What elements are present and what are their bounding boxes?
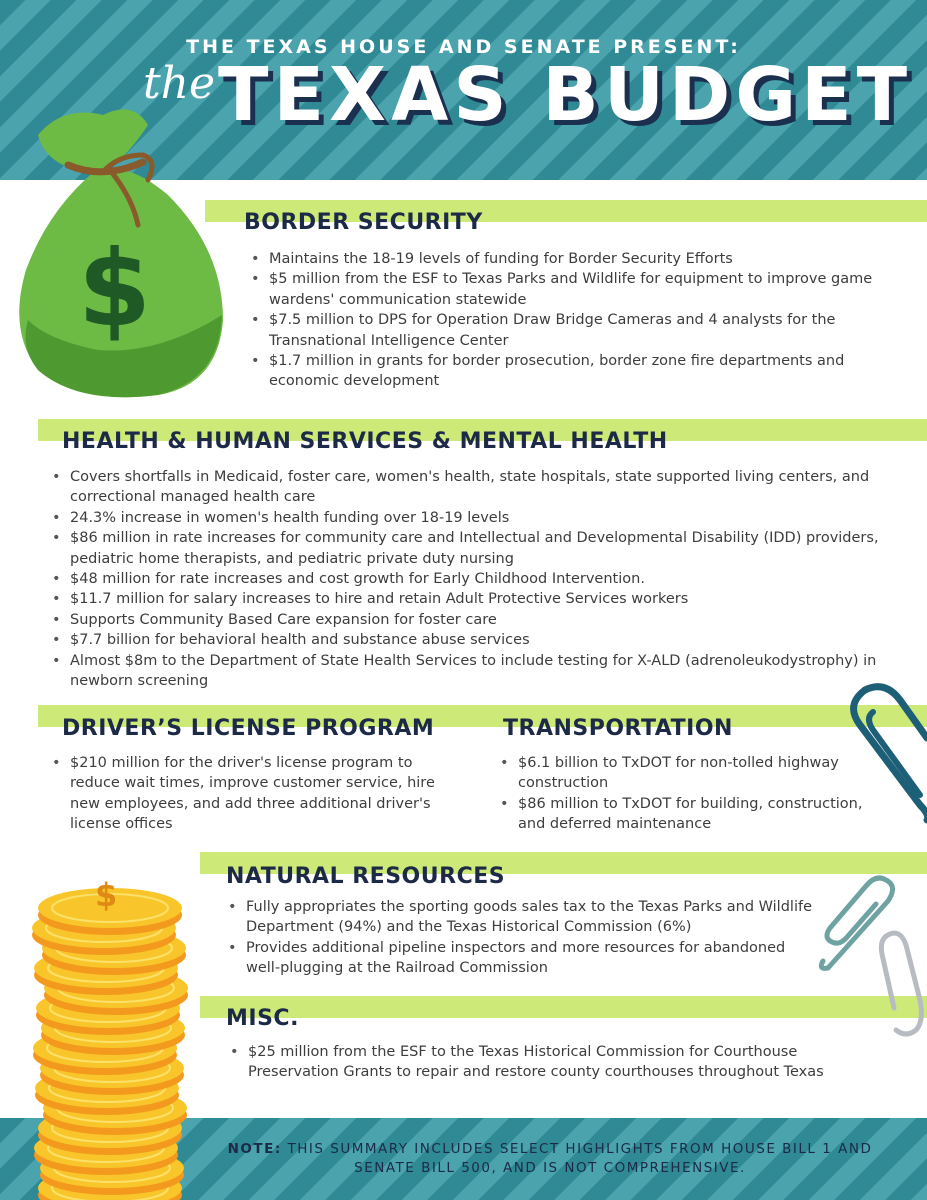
misc-title: MISC. bbox=[226, 1006, 299, 1031]
natural-resources-list bbox=[226, 897, 816, 979]
note-text: THIS SUMMARY INCLUDES SELECT HIGHLIGHTS FROM HOUSE BILL 1 AND SENATE BILL 500, AND IS NOT COMPREHENSIVE. bbox=[281, 1141, 873, 1176]
list-item: • $86 million in rate increases for community care and Intellectual and Developmental Disability (IDD) providers, pediatric home therapists, and pediatric private duty nursing bbox=[50, 528, 900, 569]
header-script-word: the bbox=[143, 58, 216, 109]
coin-dollar-sign: $ bbox=[95, 876, 118, 914]
header-supertitle: THE TEXAS HOUSE AND SENATE PRESENT: bbox=[186, 36, 741, 58]
transportation-title: TRANSPORTATION bbox=[503, 716, 733, 741]
list-item: • $210 million for the driver's license program to reduce wait times, improve customer service, hire new employees, and add three additional driver's license offices bbox=[50, 753, 440, 835]
drivers-license-title: DRIVER’S LICENSE PROGRAM bbox=[62, 716, 435, 741]
list-item: • $7.5 million to DPS for Operation Draw Bridge Cameras and 4 analysts for the Transnational Intelligence Center bbox=[249, 310, 899, 351]
health-list bbox=[50, 467, 900, 691]
misc-bar bbox=[200, 996, 927, 1018]
natural-resources-title: NATURAL RESOURCES bbox=[226, 864, 506, 889]
coins-group bbox=[32, 888, 188, 1200]
list-item: • Maintains the 18-19 levels of funding for Border Security Efforts bbox=[249, 249, 899, 269]
list-item: • Almost $8m to the Department of State Health Services to include testing for X-ALD (adrenoleukodystrophy) in newborn screening bbox=[50, 651, 900, 692]
transportation-list bbox=[498, 753, 878, 835]
coin-stack-icon bbox=[30, 858, 195, 1200]
list-item: • $1.7 million in grants for border prosecution, border zone fire departments and economic development bbox=[249, 351, 899, 392]
list-item: • $5 million from the ESF to Texas Parks and Wildlife for equipment to improve game wardens' communication statewide bbox=[249, 269, 899, 310]
page-title: TEXAS BUDGET bbox=[218, 52, 913, 138]
list-item: • $48 million for rate increases and cost growth for Early Childhood Intervention. bbox=[50, 569, 900, 589]
border-security-title: BORDER SECURITY bbox=[244, 210, 483, 235]
note-label: NOTE: bbox=[227, 1141, 282, 1157]
list-item: • $25 million from the ESF to the Texas Historical Commission for Courthouse Preservation Grants to repair and restore county courthouses throughout Texas bbox=[228, 1042, 848, 1083]
misc-list bbox=[228, 1042, 848, 1083]
list-item: • Covers shortfalls in Medicaid, foster care, women's health, state hospitals, state supported living centers, and correctional managed health care bbox=[50, 467, 900, 508]
border-security-list bbox=[249, 249, 899, 392]
list-item: • $6.1 billion to TxDOT for non-tolled highway construction bbox=[498, 753, 878, 794]
health-title: HEALTH & HUMAN SERVICES & MENTAL HEALTH bbox=[62, 429, 668, 454]
footer-note bbox=[200, 1140, 900, 1178]
paperclip-icon bbox=[876, 930, 927, 1038]
list-item: • $86 million to TxDOT for building, construction, and deferred maintenance bbox=[498, 794, 878, 835]
list-item: • Fully appropriates the sporting goods sales tax to the Texas Parks and Wildlife Department (94%) and the Texas Historical Commission (6%) bbox=[226, 897, 816, 938]
money-bag-icon bbox=[8, 100, 228, 405]
paperclip-icon bbox=[835, 680, 927, 820]
list-item: • 24.3% increase in women's health funding over 18-19 levels bbox=[50, 508, 900, 528]
list-item: • $11.7 million for salary increases to hire and retain Adult Protective Services workers bbox=[50, 589, 900, 609]
list-item: • $7.7 billion for behavioral health and substance abuse services bbox=[50, 630, 900, 650]
list-item: • Provides additional pipeline inspectors and more resources for abandoned well-plugging at the Railroad Commission bbox=[226, 938, 816, 979]
drivers-license-list bbox=[50, 753, 440, 835]
list-item: • Supports Community Based Care expansion for foster care bbox=[50, 610, 900, 630]
dollar-sign: $ bbox=[78, 228, 152, 350]
